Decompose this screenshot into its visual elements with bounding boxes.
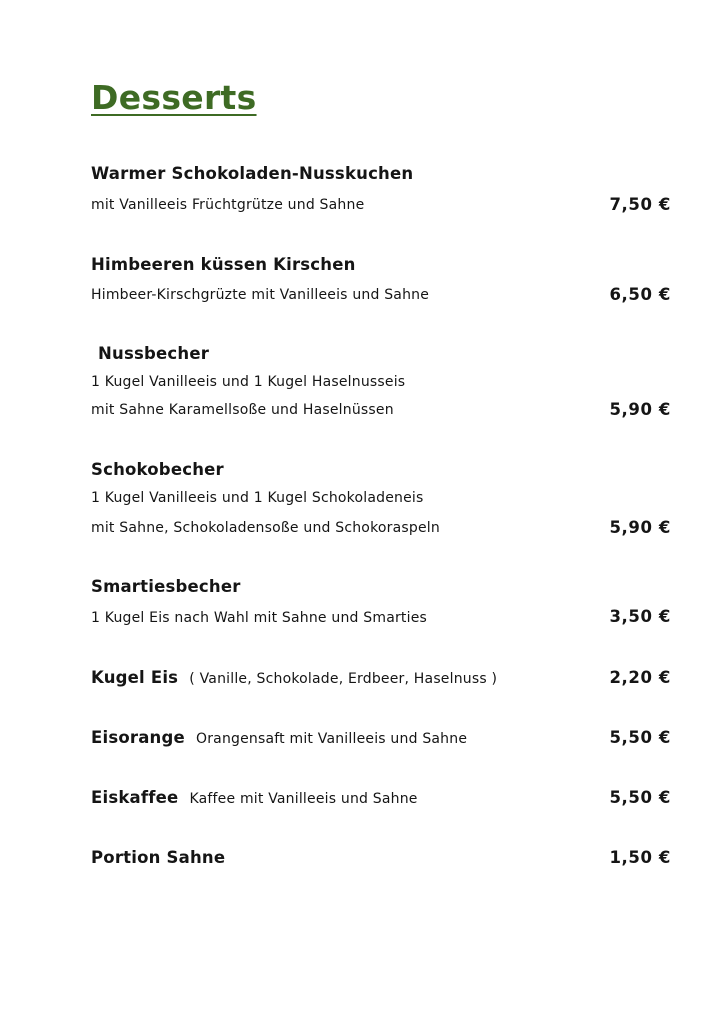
menu-item-description: mit Sahne Karamellsoße und Haselnüssen — [91, 402, 394, 418]
menu-item-description: 1 Kugel Vanilleeis und 1 Kugel Schokoladeneis — [91, 490, 424, 506]
menu-item-row — [91, 790, 418, 807]
menu-item-description: Himbeer-Kirschgrüzte mit Vanilleeis und Sahne — [91, 287, 430, 303]
menu-item-description: Kaffee mit Vanilleeis und Sahne — [189, 791, 418, 807]
menu-item-price: 5,50 € — [609, 728, 671, 747]
menu-item-name: Portion Sahne — [91, 848, 226, 867]
menu-item-name: Schokobecher — [91, 460, 224, 479]
menu-item-description: 1 Kugel Eis nach Wahl mit Sahne und Smarties — [91, 610, 428, 626]
menu-item-price: 6,50 € — [609, 285, 671, 304]
menu-item-description: mit Sahne, Schokoladensoße und Schokoraspeln — [91, 520, 440, 536]
menu-item-name: Smartiesbecher — [91, 577, 241, 596]
menu-item-name: Eisorange — [91, 728, 185, 747]
menu-item-description: 1 Kugel Vanilleeis und 1 Kugel Haselnusseis — [91, 374, 406, 390]
menu-item-row — [91, 670, 497, 687]
menu-item-price: 5,50 € — [609, 788, 671, 807]
menu-item-description: Orangensaft mit Vanilleeis und Sahne — [196, 731, 468, 747]
menu-item-price: 2,20 € — [609, 668, 671, 687]
menu-item-price: 5,90 € — [609, 400, 671, 419]
menu-item-name: Himbeeren küssen Kirschen — [91, 255, 356, 274]
menu-item-description: ( Vanille, Schokolade, Erdbeer, Haselnuss ) — [189, 671, 498, 687]
menu-item-row — [91, 730, 467, 747]
menu-item-description: mit Vanilleeis Früchtgrütze und Sahne — [91, 197, 365, 213]
menu-item-price: 1,50 € — [609, 848, 671, 867]
menu-item-name: Kugel Eis — [91, 668, 179, 687]
menu-item-name: Nussbecher — [98, 344, 210, 363]
menu-item-price: 5,90 € — [609, 518, 671, 537]
menu-item-name: Eiskaffee — [91, 788, 179, 807]
page-title: Desserts — [91, 78, 257, 117]
menu-item-price: 3,50 € — [609, 607, 671, 626]
menu-item-name: Warmer Schokoladen-Nusskuchen — [91, 164, 414, 183]
menu-item-price: 7,50 € — [609, 195, 671, 214]
